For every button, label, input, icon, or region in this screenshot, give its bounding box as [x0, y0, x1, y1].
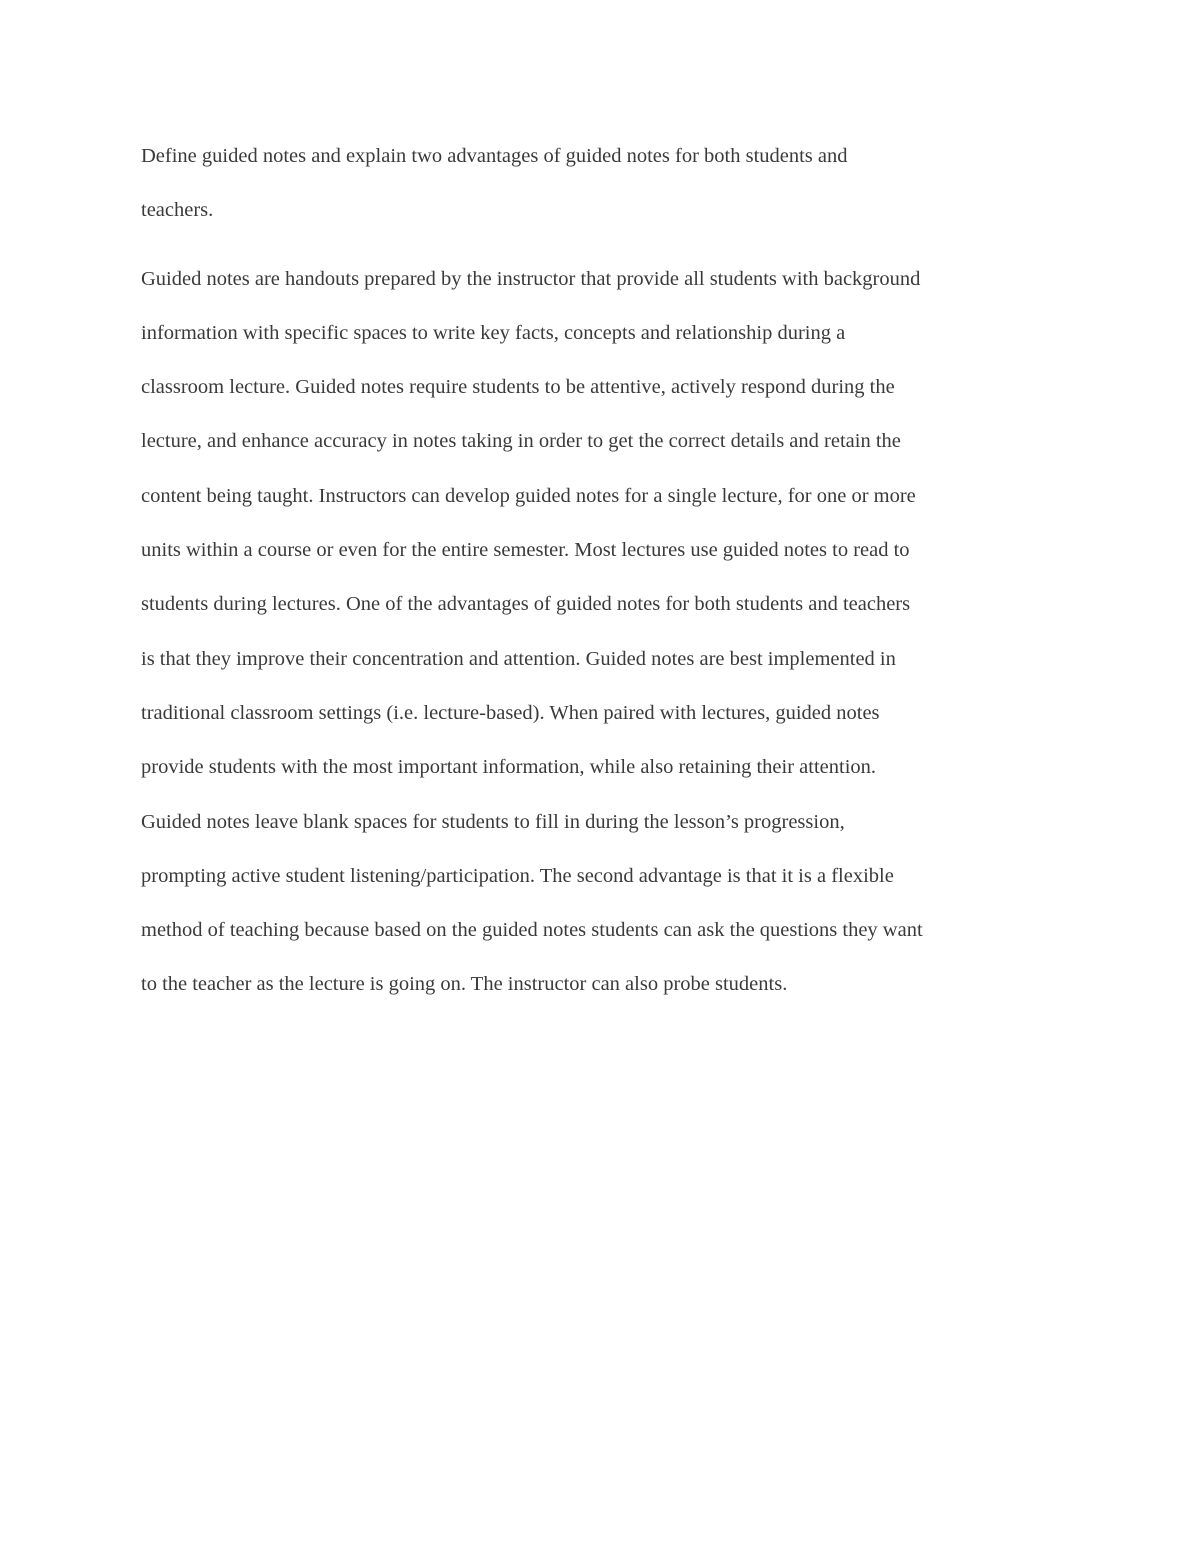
- document-body: [141, 129, 1071, 1012]
- question-paragraph: Define guided notes and explain two advantages of guided notes for both students and teachers.: [141, 145, 848, 222]
- answer-paragraph: Guided notes are handouts prepared by the instructor that provide all students with background information with specific spaces to write key facts, concepts and relationship during a classroom lecture. Guided notes require students to be attentive, actively respond during the lecture, and enhance accuracy in notes taking in order to get the correct details and retain the content being taught. Instructors can develop guided notes for a single lecture, for one or more units within a course or even for the entire semester. Most lectures use guided notes to read to students during lectures. One of the advantages of guided notes for both students and teachers is that they improve their concentration and attention. Guided notes are best implemented in traditional classroom settings (i.e. lecture-based). When paired with lectures, guided notes provide students with the most important information, while also retaining their attention. Guided notes leave blank spaces for students to fill in during the lesson’s progression, prompting active student listening/participation. The second advantage is that it is a flexible method of teaching because based on the guided notes students can ask the questions they want to the teacher as the lecture is going on. The instructor can also probe students.: [141, 267, 923, 996]
